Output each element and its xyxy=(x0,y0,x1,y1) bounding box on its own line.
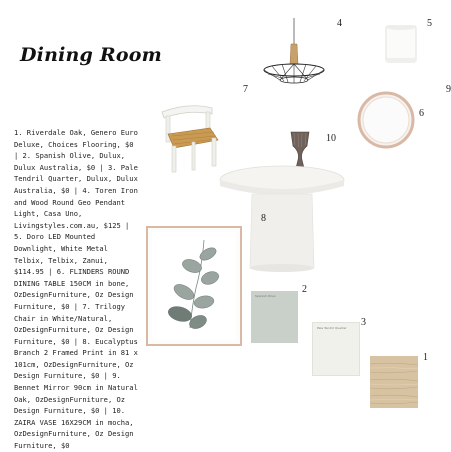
framed-print-image xyxy=(146,226,242,346)
mirror-image xyxy=(356,90,416,150)
items-description: 1. Riverdale Oak, Genero Euro Deluxe, Choices Flooring, $0 | 2. Spanish Olive, Dulux, Dulux Australia, $0 | 3. Pale Tendril Quarter, Dulux, Dulux Australia, $0 | 4. Toren Iron and Wood Round Geo Pendant Light, Casa Uno, Livingstyles.com.au, $125 | 5. Doro LED Mounted Downlight, White Metal Telbix, Telbix, Zanui, $114.95 | 6. FLINDERS ROUND DINING TABLE 150CM in bone, OzDesignFurniture, Oz Design Furniture, $0 | 7. Trilogy Chair in White/Natural, OzDesignFurniture, Oz Design Furniture, $0 | 8. Eucalyptus Branch 2 Framed Print in 81 x 101cm, OzDesignFurniture, Oz Design Furniture, $0 | 9. Bennet Mirror 90cm in Natural Oak, OzDesignFurniture, Oz Design Furniture, $0 | 10. ZAIRA VASE 16X29CM in mocha, OzDesignFurniture, Oz Design Furniture, $0 xyxy=(14,128,138,451)
label-7: 7 xyxy=(243,84,248,95)
pendant-light-image xyxy=(258,18,328,90)
label-6: 6 xyxy=(419,108,424,119)
label-3: 3 xyxy=(361,317,366,328)
oak-flooring-sample xyxy=(370,356,418,408)
label-1: 1 xyxy=(423,352,428,363)
chair-image xyxy=(158,98,220,174)
label-4: 4 xyxy=(337,18,342,29)
label-10: 10 xyxy=(326,133,336,144)
label-9: 9 xyxy=(446,84,451,95)
paint-swatch-pale-tendril xyxy=(312,322,360,376)
paint-swatch-spanish-olive xyxy=(251,291,298,343)
swatch-label: Pale Tendril Quarter xyxy=(317,326,347,330)
label-8: 8 xyxy=(261,213,266,224)
swatch-label: Spanish Olive xyxy=(255,294,276,298)
downlight-image xyxy=(384,24,418,64)
board-title: Dining Room xyxy=(20,44,162,66)
label-2: 2 xyxy=(302,284,307,295)
label-5: 5 xyxy=(427,18,432,29)
